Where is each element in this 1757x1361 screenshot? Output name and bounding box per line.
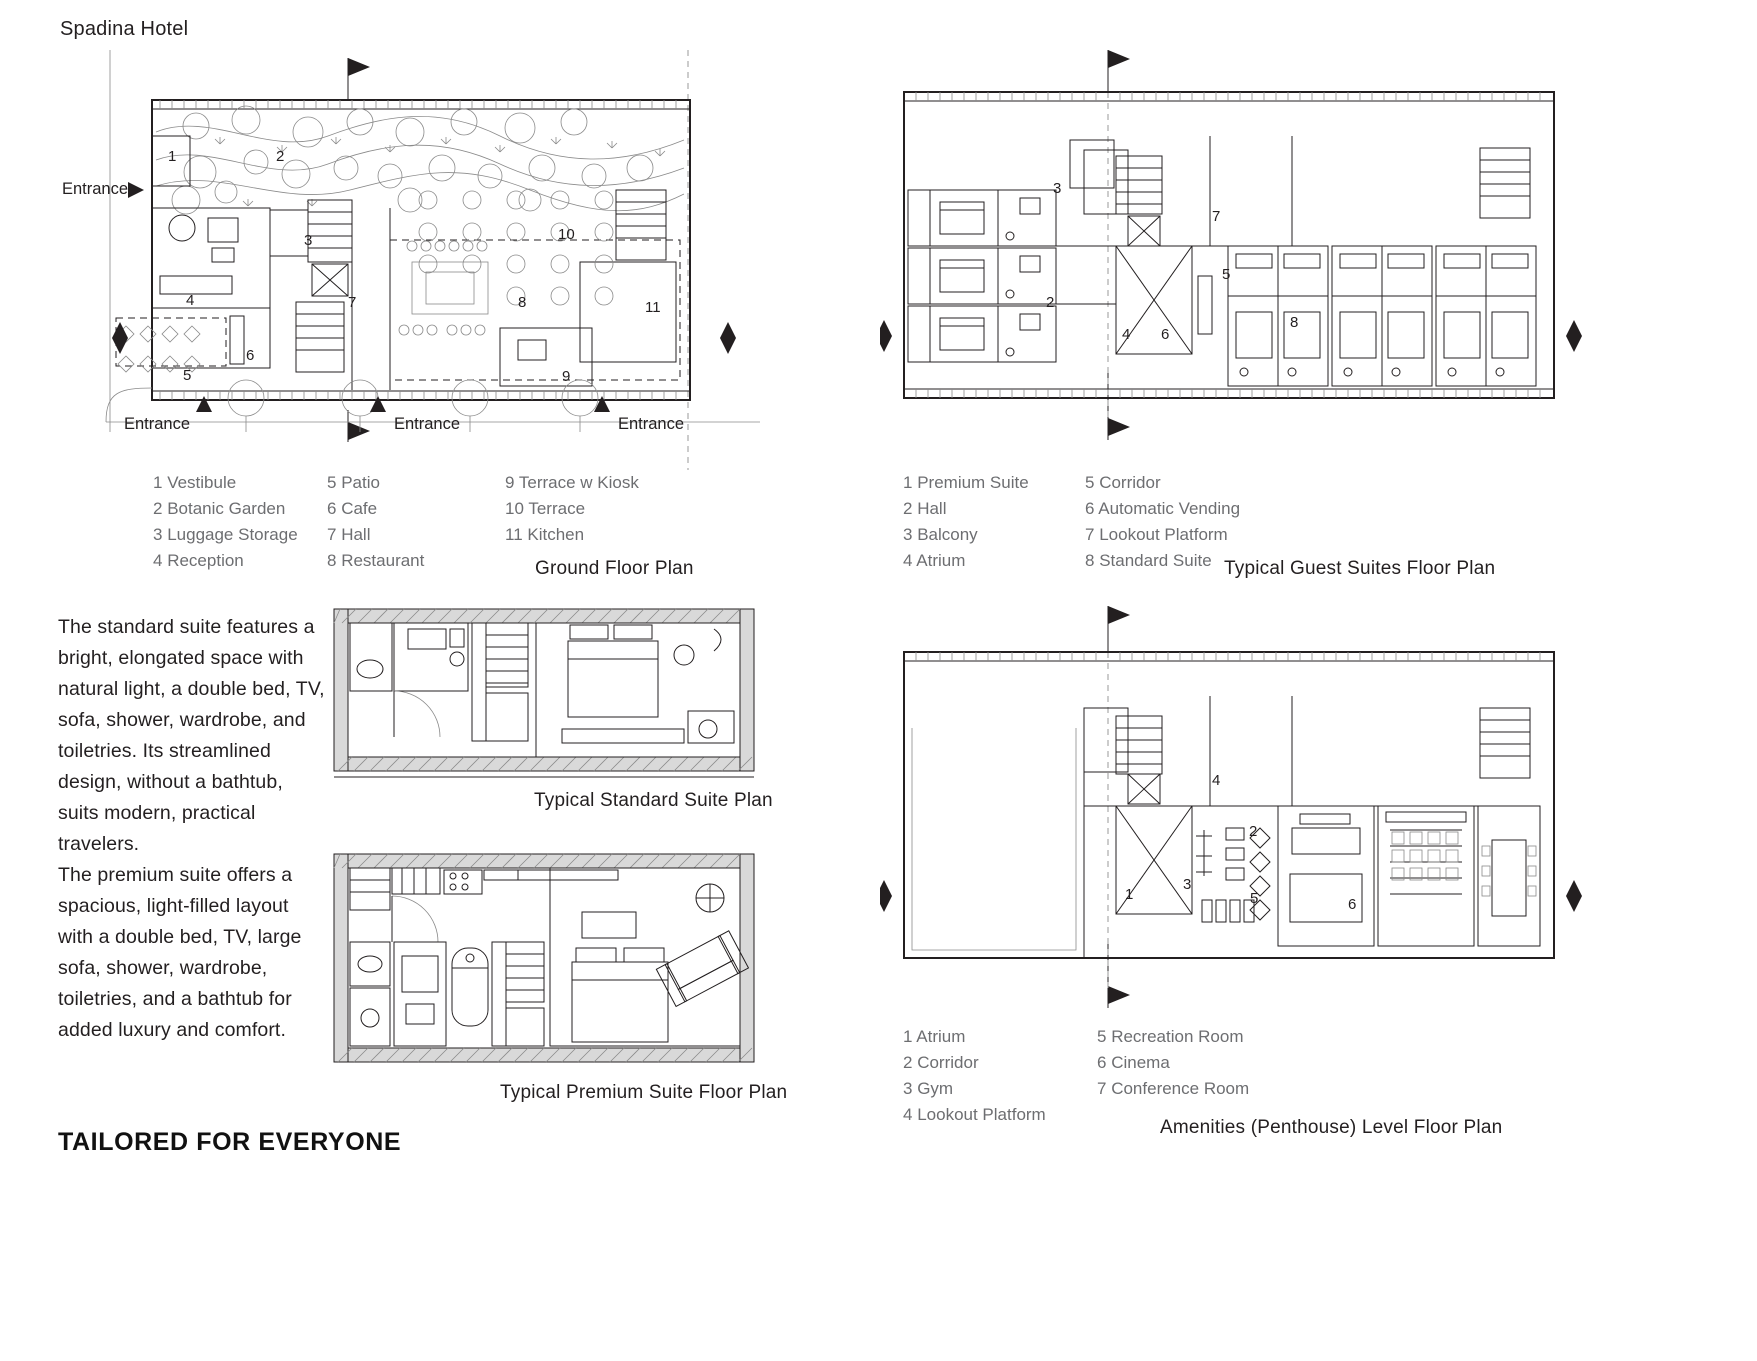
legend-item: 5 Recreation Room — [1097, 1027, 1244, 1046]
legend-item: 4 Atrium — [903, 551, 966, 570]
amenities-caption: Amenities (Penthouse) Level Floor Plan — [1160, 1117, 1503, 1138]
amenities-room-number-1: 1 — [1125, 886, 1134, 903]
ground-floor-caption: Ground Floor Plan — [535, 558, 694, 579]
legend-item: 5 Patio — [327, 473, 380, 492]
legend-item: 3 Gym — [903, 1079, 954, 1098]
legend-item: 10 Terrace — [505, 499, 586, 518]
legend-item: 6 Cinema — [1097, 1053, 1170, 1072]
amenities-plan — [880, 600, 1600, 1040]
entrance-label-2: Entrance — [394, 415, 461, 433]
legend-item: 1 Premium Suite — [903, 473, 1029, 492]
guest-room-number-6: 6 — [1161, 326, 1170, 343]
legend-item: 5 Corridor — [1085, 473, 1161, 492]
guest-room-number-8: 8 — [1290, 314, 1299, 331]
guest-room-number-3: 3 — [1053, 180, 1062, 197]
legend-item: 11 Kitchen — [505, 525, 585, 544]
premium-suite-caption: Typical Premium Suite Floor Plan — [500, 1082, 788, 1103]
ground-room-number-9: 9 — [562, 368, 571, 385]
legend-item: 2 Botanic Garden — [153, 499, 286, 518]
ground-floor-legend-col3 — [505, 470, 639, 548]
amenities-legend-col1 — [903, 1024, 1046, 1128]
legend-item: 8 Restaurant — [327, 551, 425, 570]
entrance-label-3: Entrance — [618, 415, 685, 433]
amenities-legend-col2 — [1097, 1024, 1249, 1102]
guest-room-number-4: 4 — [1122, 326, 1131, 343]
amenities-room-number-4: 4 — [1212, 772, 1221, 789]
amenities-room-number-3: 3 — [1183, 876, 1192, 893]
amenities-room-number-2: 2 — [1249, 823, 1258, 840]
legend-item: 6 Automatic Vending — [1085, 499, 1241, 518]
amenities-room-number-6: 6 — [1348, 896, 1357, 913]
ground-room-number-11: 11 — [645, 299, 661, 316]
guest-suites-legend-col2 — [1085, 470, 1240, 574]
ground-room-number-7: 7 — [348, 294, 357, 311]
ground-room-number-5: 5 — [183, 367, 192, 384]
amenities-room-number-5: 5 — [1250, 890, 1259, 907]
project-title: Spadina Hotel — [60, 18, 189, 40]
legend-item: 3 Luggage Storage — [153, 525, 298, 544]
ground-floor-legend-col1 — [153, 470, 298, 574]
legend-item: 2 Corridor — [903, 1053, 979, 1072]
ground-floor-legend-col2 — [327, 470, 424, 574]
ground-room-number-3: 3 — [304, 232, 313, 249]
legend-item: 1 Atrium — [903, 1027, 966, 1046]
ground-room-number-8: 8 — [518, 294, 527, 311]
ground-room-number-2: 2 — [276, 148, 285, 165]
guest-room-number-2: 2 — [1046, 294, 1055, 311]
legend-item: 8 Standard Suite — [1085, 551, 1212, 570]
legend-item: 1 Vestibule — [153, 473, 237, 492]
guest-room-number-7: 7 — [1212, 208, 1221, 225]
legend-item: 4 Lookout Platform — [903, 1105, 1046, 1124]
ground-room-number-1: 1 — [168, 148, 177, 165]
entrance-label-1: Entrance — [124, 415, 191, 433]
legend-item: 7 Hall — [327, 525, 371, 544]
legend-item: 7 Lookout Platform — [1085, 525, 1228, 544]
ground-room-number-10: 10 — [558, 226, 575, 243]
legend-item: 9 Terrace w Kiosk — [505, 473, 639, 492]
ground-room-number-4: 4 — [186, 292, 195, 309]
entrance-label-left: Entrance — [62, 180, 129, 198]
tagline: TAILORED FOR EVERYONE — [58, 1128, 402, 1156]
legend-item: 4 Reception — [153, 551, 244, 570]
legend-item: 2 Hall — [903, 499, 947, 518]
standard-suite-caption: Typical Standard Suite Plan — [534, 790, 773, 811]
standard-suite-plan — [332, 607, 756, 787]
standard-suite-description: The standard suite features a bright, elongated space with natural light, a double bed, TV, sofa, shower, wardrobe, and toiletries. Its streamlined design, without a bathtub, suits modern, practical travelers. — [58, 616, 325, 855]
ground-room-number-6: 6 — [246, 347, 255, 364]
guest-room-number-5: 5 — [1222, 266, 1231, 283]
legend-item: 3 Balcony — [903, 525, 978, 544]
guest-suites-legend-col1 — [903, 470, 1029, 574]
guest-suites-plan — [880, 40, 1600, 460]
ground-floor-plan — [60, 40, 820, 470]
legend-item: 6 Cafe — [327, 499, 378, 518]
premium-suite-plan — [332, 852, 756, 1072]
premium-suite-description: The premium suite offers a spacious, light-filled layout with a double bed, TV, large sofa, shower, wardrobe, toiletries, and a bathtub for added luxury and comfort. — [58, 864, 302, 1041]
legend-item: 7 Conference Room — [1097, 1079, 1250, 1098]
guest-suites-caption: Typical Guest Suites Floor Plan — [1224, 558, 1496, 579]
